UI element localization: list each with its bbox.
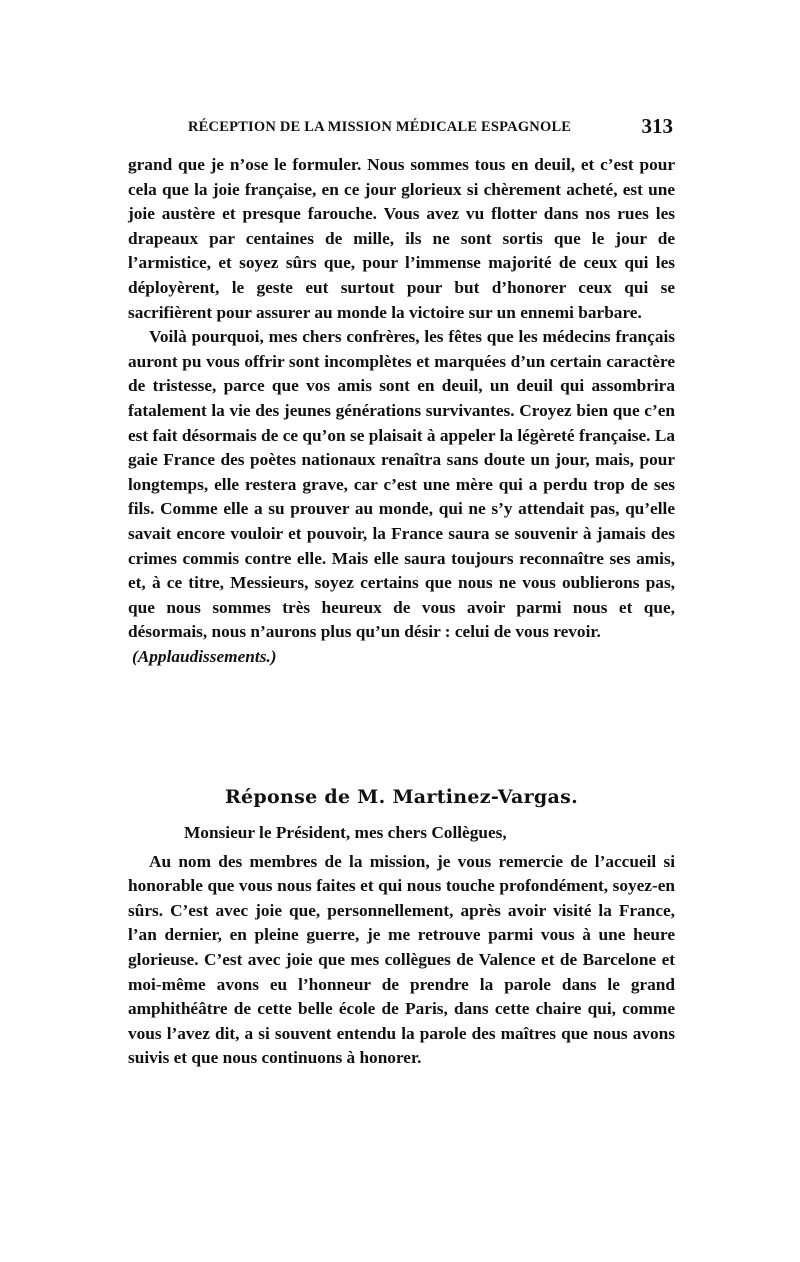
running-title: RÉCEPTION DE LA MISSION MÉDICALE ESPAGNOLE [188, 119, 572, 135]
page-number: 313 [641, 114, 673, 138]
running-header [130, 116, 675, 142]
paragraph-response: Au nom des membres de la mission, je vous remercie de l’accueil si honorable que vous nous faites et qui nous touche profondément, soyez-en sûrs. C’est avec joie que, personnellement, après avoir visité la France, l’an dernier, en pleine guerre, je me retrouve parmi vous à une heure glorieuse. C’est avec joie que mes collègues de Valence et de Barcelone et moi-même avons eu l’honneur de prendre la parole dans le grand amphithéâtre de cette belle école de Paris, dans cette chaire qui, comme vous l’avez dit, a si souvent entendu la parole des maîtres que nous avons suivis et que nous continuons à honorer. [128, 851, 675, 1068]
paragraph-voila: Voilà pourquoi, mes chers confrères, les fêtes que les médecins français auront pu vous offrir sont incomplètes et marquées d’un certain caractère de tristesse, parce que vos amis sont en deuil, un deuil qui assombrira fatalement la vie des jeunes générations survivantes. Croyez bien que c’en est fait désormais de ce qu’on se plaisait à appeler la légèreté française. La gaie France des poètes nationaux renaîtra sans doute un jour, mais, pour longtemps, elle restera grave, car c’est une mère qui a perdu trop de ses fils. Comme elle a su prouver au monde, qui ne s’y attendait pas, qu’elle savait encore vouloir et pouvoir, la France saura se souvenir à jamais des crimes commis contre elle. Mais elle saura toujours reconnaître ses amis, et, à ce titre, Messieurs, soyez certains que nous ne vous oublierons pas, que nous sommes très heureux de vous avoir parmi nous et que, désormais, nous n’aurons plus qu’un désir : celui de vous revoir. [128, 327, 675, 642]
paragraph-continuation: grand que je n’ose le formuler. Nous sommes tous en deuil, et c’est pour cela que la joie française, en ce jour glorieux si chèrement acheté, est une joie austère et presque farouche. Vous avez vu flotter dans nos rues les drapeaux par centaines de mille, ils ne sont sortis que le jour de l’armistice, et soyez sûrs que, pour l’immense majorité de ceux qui les déployèrent, le geste eut surtout pour but d’honorer ceux qui se sacrifièrent pour assurer au monde la victoire sur un ennemi barbare. [128, 155, 675, 322]
applause-note: (Applaudissements.) [132, 646, 277, 666]
section-heading: Réponse de M. Martinez-Vargas. [224, 786, 579, 808]
main-text [128, 153, 675, 669]
salutation: Monsieur le Président, mes chers Collègues, [184, 823, 507, 842]
response-text [128, 821, 675, 1071]
